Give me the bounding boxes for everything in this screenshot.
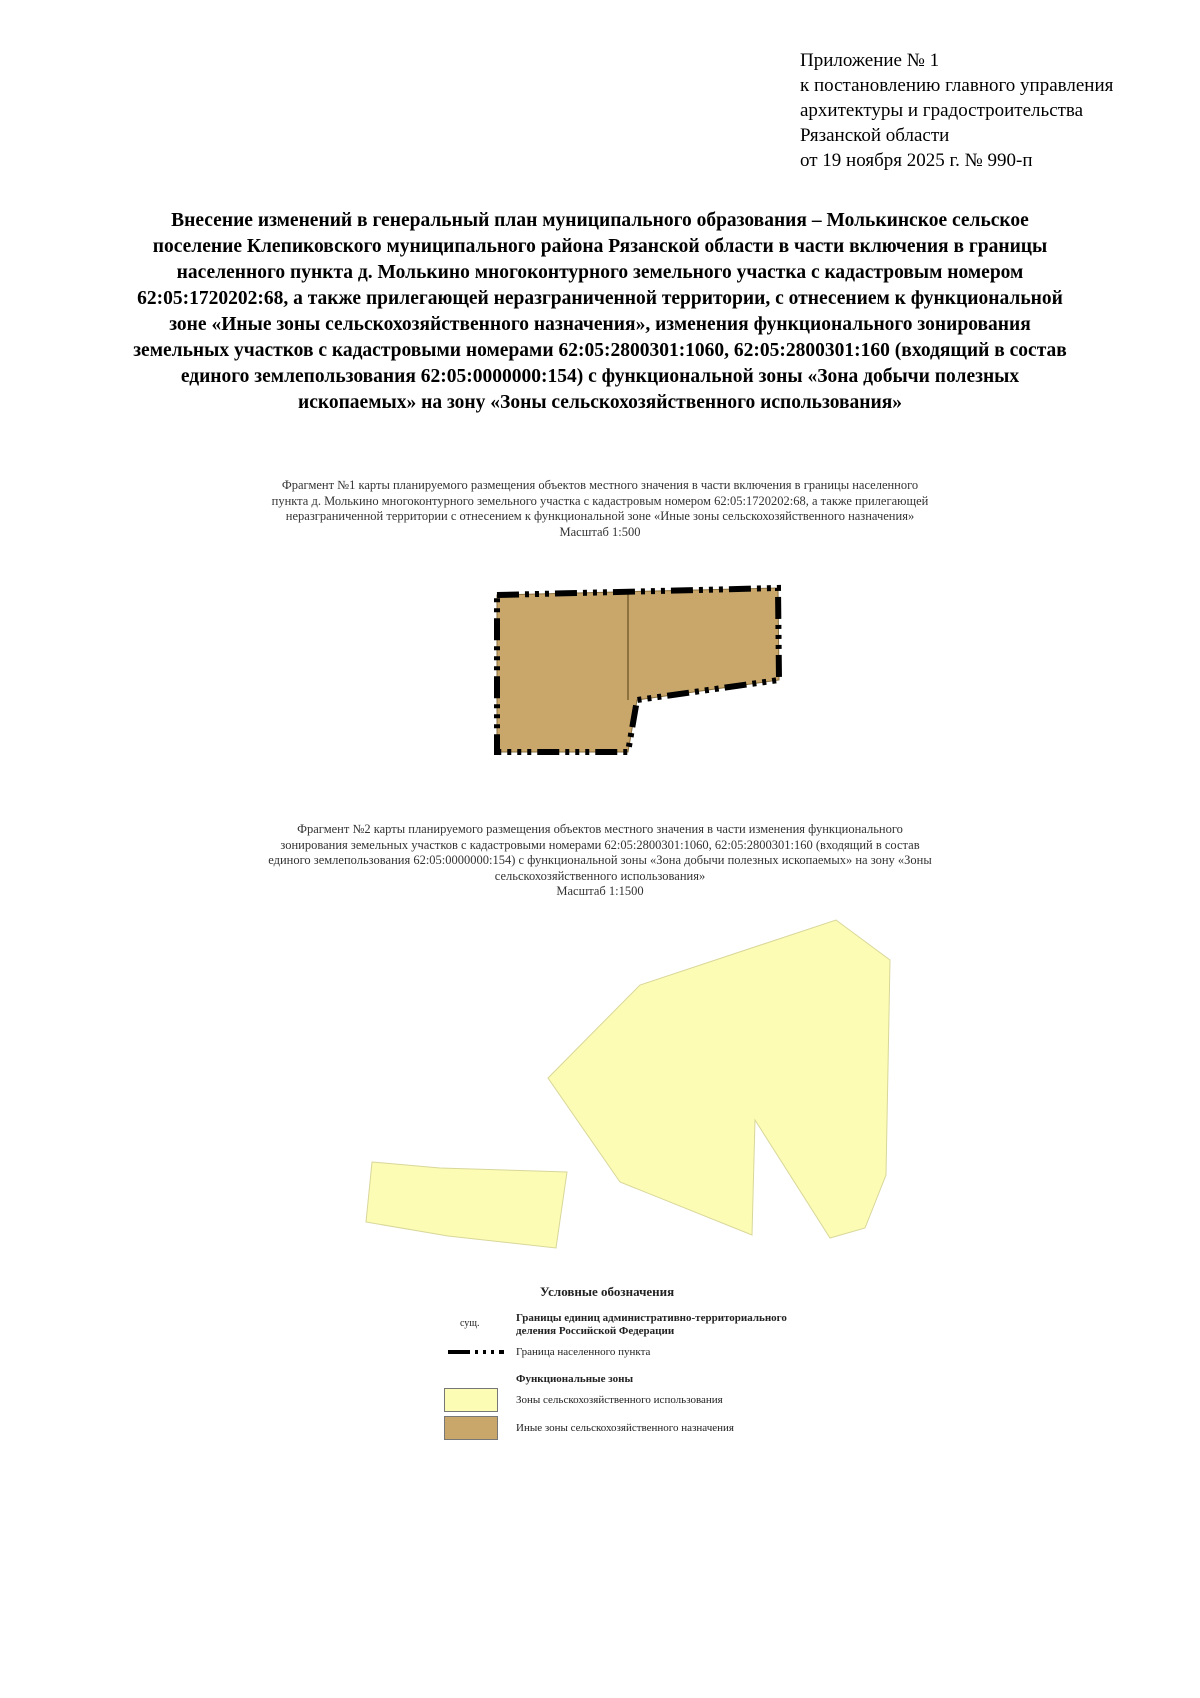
title-line: единого землепользования 62:05:0000000:154) с функциональной зоны «Зона добычи полезных — [180, 366, 1020, 387]
caption-line: Фрагмент №2 карты планируемого размещения объектов местного значения в части изменения функционального — [297, 822, 903, 836]
caption-line: сельскохозяйственного использования» — [494, 868, 706, 883]
appendix-line: архитектуры и градостроительства — [800, 100, 1084, 121]
legend-group1-title-line: Границы единиц административно-территориального — [516, 1312, 787, 1324]
zone-agri-use-parcel-large — [548, 920, 890, 1238]
legend-sym-label: сущ. — [460, 1318, 480, 1329]
legend-zone-agri-use: Зоны сельскохозяйственного использования — [516, 1394, 723, 1406]
caption-line: единого землепользования 62:05:0000000:154) с функциональной зоны «Зона добычи полезных ископаемых» на зону «Зоны — [268, 853, 932, 867]
title-line: поселение Клепиковского муниципального района Рязанской области в части включения в границы — [152, 236, 1048, 257]
legend-group2-title: Функциональные зоны — [516, 1373, 634, 1385]
title-line: ископаемых» на зону «Зоны сельскохозяйственного использования» — [297, 392, 903, 413]
title-line: зоне «Иные зоны сельскохозяйственного назначения», изменения функционального зонирования — [169, 314, 1031, 335]
caption-line: пункта д. Молькино многоконтурного земельного участка с кадастровым номером 62:05:1720202:68, а также прилегающей — [271, 493, 929, 508]
legend-group1-title-line: деления Российской Федерации — [516, 1325, 675, 1337]
caption-line: Масштаб 1:1500 — [556, 884, 644, 898]
appendix-line: от 19 ноября 2025 г. № 990-п — [800, 150, 1033, 171]
appendix-line: к постановлению главного управления — [800, 75, 1114, 96]
caption-line: зонирования земельных участков с кадастровыми номерами 62:05:2800301:1060, 62:05:2800301:160 (входящий в состав — [280, 837, 920, 852]
legend-boundary-label: Граница населенного пункта — [516, 1346, 651, 1358]
appendix-line: Приложение № 1 — [800, 50, 940, 71]
zone-agri-use-parcel-small — [366, 1162, 567, 1248]
caption-line: Масштаб 1:500 — [559, 524, 641, 539]
title-line: земельных участков с кадастровыми номерами 62:05:2800301:1060, 62:05:2800301:160 (входящий в состав — [133, 340, 1067, 361]
title-line: населенного пункта д. Молькино многоконтурного земельного участка с кадастровым номером — [176, 262, 1024, 283]
legend-zone-agri-other: Иные зоны сельскохозяйственного назначения — [516, 1422, 734, 1434]
title-line: 62:05:1720202:68, а также прилегающей неразграниченной территории, с отнесением к функциональной — [137, 288, 1063, 309]
appendix-line: Рязанской области — [800, 125, 950, 146]
legend-title: Условные обозначения — [540, 1284, 675, 1299]
caption-line: Фрагмент №1 карты планируемого размещения объектов местного значения в части включения в границы населенного — [281, 478, 919, 492]
swatch-agri-use — [444, 1388, 498, 1412]
caption-line: неразграниченной территории с отнесением к функциональной зоне «Иные зоны сельскохозяйственного назначения» — [285, 509, 915, 523]
boundary-line-symbol — [448, 1347, 504, 1357]
legend-group1-title — [516, 1312, 787, 1338]
swatch-agri-other — [444, 1416, 498, 1440]
title-line: Внесение изменений в генеральный план муниципального образования – Молькинское сельское — [171, 210, 1029, 231]
